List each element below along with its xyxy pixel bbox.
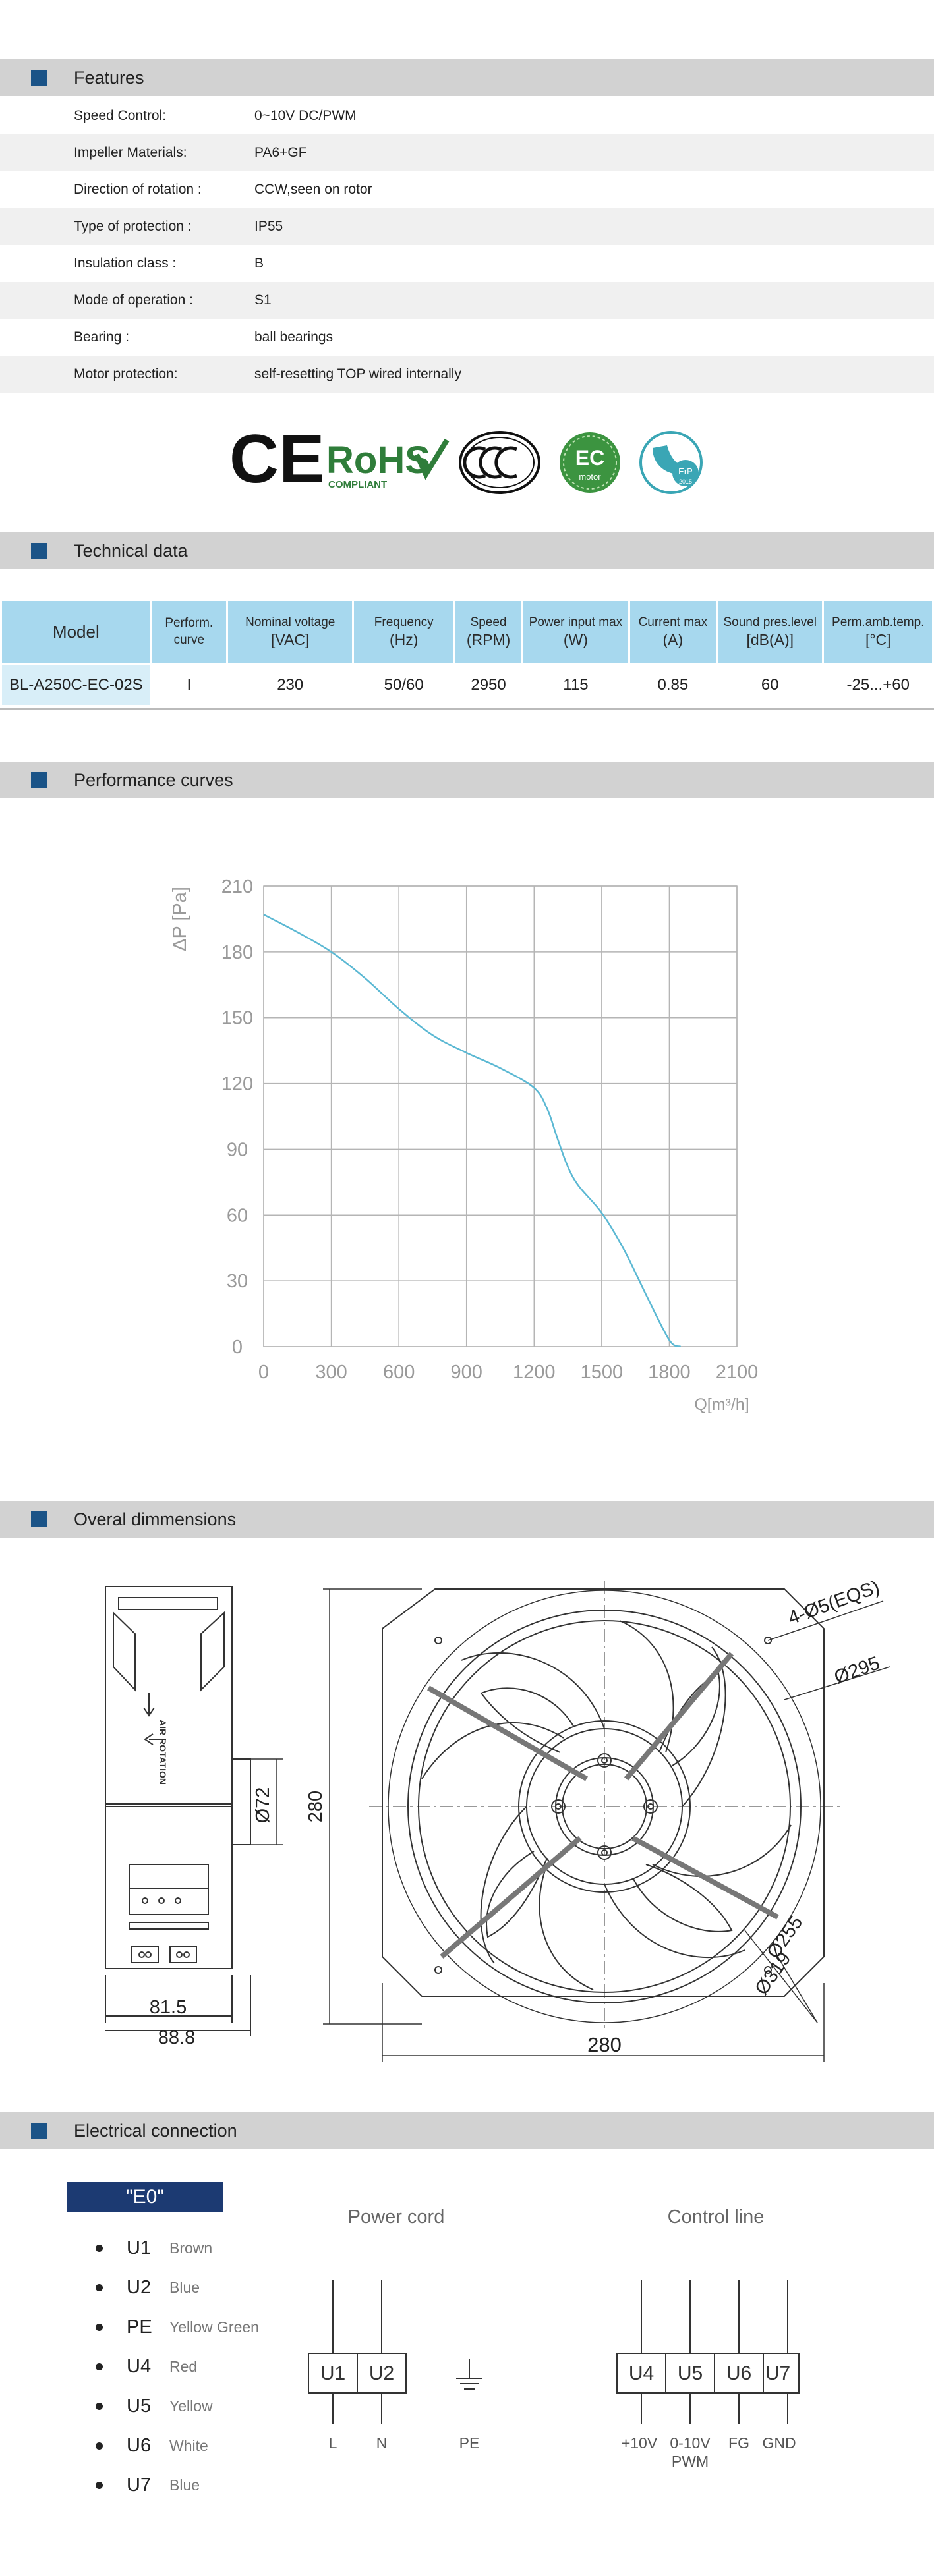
x-tick-label: 300 — [315, 1362, 347, 1383]
table-header-cell: Power input max (W) — [523, 601, 628, 663]
feature-row — [0, 319, 934, 356]
feature-row — [0, 282, 934, 319]
ec-motor-logo — [560, 432, 620, 493]
table-header-row — [2, 601, 932, 663]
y-tick-label: 150 — [221, 1007, 254, 1029]
table-cell: 50/60 — [354, 663, 453, 705]
bullet-icon — [96, 2324, 103, 2331]
x-tick-label: 1800 — [648, 1362, 691, 1383]
wire-label: GND — [762, 2434, 796, 2451]
dimension-drawing — [0, 1561, 934, 2088]
wire-code: U2 — [127, 2277, 152, 2298]
control-terminal-labels — [606, 2194, 804, 2490]
feature-key: Type of protection : — [74, 219, 192, 234]
wire-code: U4 — [127, 2356, 152, 2377]
table-cell: 60 — [718, 663, 822, 705]
table-header-cell: Current max (A) — [630, 601, 716, 663]
dim-280-width: 280 — [587, 2033, 622, 2056]
feature-row — [0, 171, 934, 208]
svg-text:2015: 2015 — [678, 478, 693, 485]
section-title: Features — [74, 68, 144, 88]
y-axis-label: ΔP [Pa] — [169, 887, 190, 951]
feature-value: IP55 — [254, 219, 283, 234]
wiring-code-badge: "E0" — [67, 2182, 223, 2212]
technical-header — [0, 532, 934, 569]
wire-code: U5 — [127, 2395, 152, 2417]
bullet-icon — [96, 2442, 103, 2450]
series-line — [264, 914, 681, 1347]
feature-value: S1 — [254, 293, 272, 308]
terminal-label: U5 — [677, 2363, 703, 2384]
table-cell: I — [152, 663, 226, 705]
y-tick-label: 90 — [226, 1139, 248, 1161]
feature-value: B — [254, 256, 264, 271]
x-tick-label: 1500 — [580, 1362, 624, 1383]
electrical-header — [0, 2112, 934, 2149]
control-terminal-frame — [617, 2280, 799, 2424]
dim-888: 88.8 — [158, 2027, 196, 2048]
terminal-label: U6 — [726, 2363, 752, 2384]
fan-front-view — [323, 1581, 890, 2062]
dim-319: Ø319 — [751, 1948, 796, 2000]
pwm-label: PWM — [671, 2453, 709, 2470]
svg-text:RoHS: RoHS — [326, 439, 430, 482]
chart-series — [264, 914, 681, 1347]
section-title: Overal dimmensions — [74, 1509, 237, 1529]
feature-row — [0, 208, 934, 245]
section-marker-icon — [31, 1511, 47, 1527]
feature-key: Impeller Materials: — [74, 145, 187, 160]
wire-label: L — [328, 2434, 337, 2451]
table-cell: -25...+60 — [824, 663, 932, 705]
svg-text:CE: CE — [229, 422, 325, 497]
section-marker-icon — [31, 543, 47, 559]
feature-key: Bearing : — [74, 329, 130, 345]
dim-295: Ø295 — [831, 1652, 883, 1689]
section-marker-icon — [31, 772, 47, 788]
x-tick-label: 0 — [258, 1362, 270, 1383]
rohs-logo — [326, 439, 447, 490]
svg-text:COMPLIANT: COMPLIANT — [328, 479, 388, 490]
table-cell: 230 — [228, 663, 353, 705]
table-header-cell: Nominal voltage [VAC] — [228, 601, 353, 663]
table-cell: BL-A250C-EC-02S — [2, 663, 150, 705]
svg-text:EC: EC — [575, 446, 605, 470]
feature-key: Motor protection: — [74, 366, 178, 381]
svg-text:motor: motor — [579, 472, 601, 482]
y-tick-label: 30 — [226, 1271, 248, 1293]
technical-table — [0, 601, 934, 705]
air-rotation-label: AIR ROTATION — [158, 1720, 168, 1785]
wire-color: Yellow — [169, 2397, 213, 2415]
section-title: Performance curves — [74, 770, 233, 790]
feature-row — [0, 245, 934, 282]
bullet-icon — [96, 2284, 103, 2291]
wire-code: U1 — [127, 2237, 152, 2258]
x-tick-label: 900 — [450, 1362, 482, 1383]
table-cell: 2950 — [455, 663, 521, 705]
bullet-icon — [96, 2363, 103, 2370]
feature-row — [0, 134, 934, 171]
wire-color: Brown — [169, 2239, 213, 2256]
x-tick-label: 1200 — [513, 1362, 556, 1383]
certification-logos — [224, 422, 712, 501]
ground-icon — [456, 2359, 482, 2389]
y-tick-labels — [221, 876, 253, 1358]
section-title: Electrical connection — [74, 2121, 237, 2141]
feature-value: 0~10V DC/PWM — [254, 108, 357, 123]
dimensions-header — [0, 1501, 934, 1538]
feature-row — [0, 356, 934, 393]
dim-280-height: 280 — [305, 1790, 326, 1823]
wire-color: Red — [169, 2358, 198, 2375]
power-terminals — [308, 2280, 406, 2424]
wire-code: PE — [127, 2316, 152, 2338]
features-header — [0, 59, 934, 96]
terminal-label: U7 — [765, 2363, 791, 2384]
table-header-cell: Model — [2, 601, 150, 663]
x-tick-label: 2100 — [715, 1362, 759, 1383]
dim-holes: 4-Ø5(EQS) — [785, 1576, 883, 1629]
ccc-logo — [460, 432, 539, 493]
feature-value: PA6+GF — [254, 145, 307, 160]
control-line-title: Control line — [667, 2206, 765, 2227]
wire-label: PE — [459, 2434, 480, 2451]
wire-label: N — [376, 2434, 388, 2451]
feature-value: self-resetting TOP wired internally — [254, 366, 461, 381]
section-title: Technical data — [74, 541, 188, 561]
feature-value: ball bearings — [254, 329, 334, 345]
wire-color: Blue — [169, 2279, 200, 2296]
x-axis-label: Q[m³/h] — [694, 1395, 749, 1414]
table-row — [2, 663, 932, 705]
section-marker-icon — [31, 2123, 47, 2139]
terminal-label: U4 — [628, 2363, 655, 2384]
x-tick-label: 600 — [382, 1362, 415, 1383]
y-tick-label: 120 — [221, 1073, 254, 1095]
section-marker-icon — [31, 70, 47, 86]
table-header-cell: Speed (RPM) — [455, 601, 521, 663]
wire-label: 0-10V — [670, 2434, 711, 2451]
svg-text:ErP: ErP — [678, 466, 693, 476]
power-cord-title: Power cord — [347, 2206, 445, 2227]
feature-key: Mode of operation : — [74, 293, 193, 308]
dim-815: 81.5 — [149, 1997, 187, 2018]
feature-key: Speed Control: — [74, 108, 167, 123]
x-tick-labels — [258, 1362, 758, 1383]
wire-color: Blue — [169, 2477, 200, 2494]
performance-chart — [0, 856, 934, 1436]
table-divider — [0, 708, 934, 710]
feature-value: CCW,seen on rotor — [254, 182, 372, 197]
wire-label: +10V — [621, 2434, 658, 2451]
wire-color: White — [169, 2437, 208, 2454]
erp-logo — [641, 432, 701, 493]
dim-255: Ø255 — [763, 1912, 807, 1963]
y-tick-label: 180 — [221, 941, 254, 963]
bullet-icon — [96, 2482, 103, 2489]
table-cell: 115 — [523, 663, 628, 705]
dim-72: Ø72 — [252, 1787, 274, 1824]
y-tick-label: 210 — [221, 876, 254, 897]
table-header-cell: Perm.amb.temp. [°C] — [824, 601, 932, 663]
y-tick-label: 60 — [226, 1205, 248, 1227]
bullet-icon — [96, 2403, 103, 2410]
table-cell: 0.85 — [630, 663, 716, 705]
wire-code: U6 — [127, 2435, 152, 2456]
feature-row — [0, 98, 934, 134]
wire-label: FG — [728, 2434, 749, 2451]
feature-key: Insulation class : — [74, 256, 177, 271]
table-header-cell: Perform. curve — [152, 601, 226, 663]
wire-color: Yellow Green — [169, 2318, 259, 2336]
feature-key: Direction of rotation : — [74, 182, 202, 197]
table-header-cell: Frequency (Hz) — [354, 601, 453, 663]
performance-header — [0, 762, 934, 798]
ce-logo — [229, 422, 324, 497]
table-header-cell: Sound pres.level [dB(A)] — [718, 601, 822, 663]
terminal-label: U2 — [368, 2363, 395, 2384]
y-tick-label: 0 — [231, 1337, 243, 1358]
terminal-label: U1 — [320, 2363, 346, 2384]
wire-code: U7 — [127, 2475, 152, 2496]
bullet-icon — [96, 2245, 103, 2252]
